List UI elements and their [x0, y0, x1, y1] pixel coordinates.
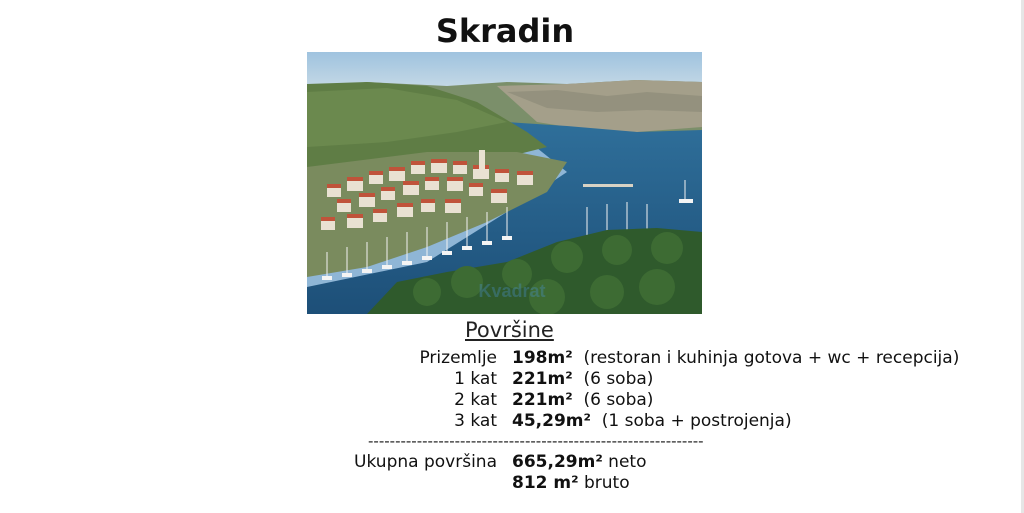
page-title: Skradin: [435, 12, 575, 50]
total-gross-area: [512, 472, 630, 494]
total-label: Ukupna površina: [354, 452, 497, 472]
floor-area-value: 198m²: [512, 348, 573, 368]
floor-area: [512, 389, 653, 411]
floor-area-value: 45,29m²: [512, 411, 591, 431]
floor-area-note: (6 soba): [583, 369, 654, 389]
floor-label: 2 kat: [454, 390, 497, 410]
floor-area: [512, 368, 653, 390]
floor-area-note: (restoran i kuhinja gotova + wc + recepcija): [583, 348, 960, 368]
floor-area-value: 221m²: [512, 390, 573, 410]
floor-label: 3 kat: [454, 411, 497, 431]
aerial-photo-skradin: [307, 52, 702, 314]
total-net-unit: neto: [608, 452, 647, 472]
total-gross-value: 812 m²: [512, 473, 579, 493]
floor-area: [512, 410, 792, 432]
floor-label: 1 kat: [454, 369, 497, 389]
floor-area: [512, 347, 959, 369]
floor-label: Prizemlje: [419, 348, 497, 368]
watermark-logo: Kvadrat: [478, 281, 546, 301]
total-net-area: [512, 451, 646, 473]
total-net-value: 665,29m²: [512, 452, 603, 472]
dashed-divider: --------------------------------------------------------------: [368, 432, 704, 450]
floor-area-note: (1 soba + postrojenja): [601, 411, 792, 431]
section-heading-areas: Površine: [465, 318, 554, 342]
aerial-photo-drawing: [307, 52, 702, 314]
floor-area-note: (6 soba): [583, 390, 654, 410]
floor-area-value: 221m²: [512, 369, 573, 389]
total-gross-unit: bruto: [583, 473, 630, 493]
